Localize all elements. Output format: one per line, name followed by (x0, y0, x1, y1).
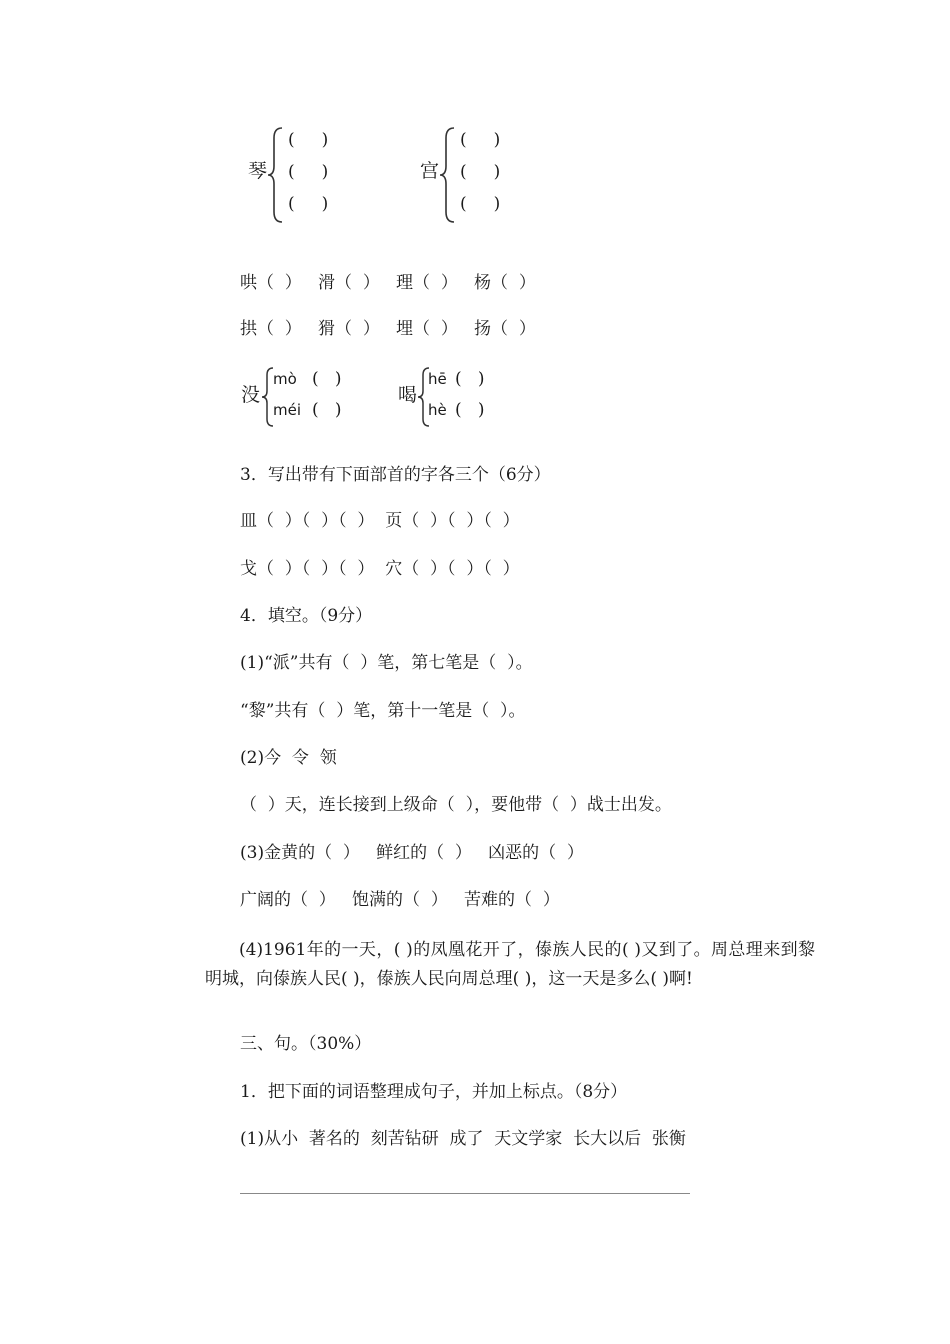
qin-blank-3[interactable]: ( ) (288, 194, 329, 214)
q4-title: 4．填空。（9分） (240, 606, 373, 626)
q4-item-2-sentence: （ ）天，连长接到上级命（ ），要他带（ ）战士出发。 (240, 795, 672, 815)
he-blank-2[interactable]: ( ) (455, 400, 485, 420)
char-he: 喝 (398, 384, 418, 406)
answer-line[interactable] (240, 1193, 690, 1194)
q4-item-1b: “黎”共有（ ）笔，第十一笔是（ ）。 (240, 701, 526, 721)
left-brace-icon (266, 126, 286, 224)
char-gong: 宫 (420, 160, 440, 182)
q3-row-1: 皿（ ）（ ）（ ） 页（ ）（ ）（ ） (240, 511, 520, 531)
q4-item-1a: (1)“派”共有（ ）笔，第七笔是（ ）。 (240, 653, 533, 673)
q3-title: 3．写出带有下面部首的字各三个（6分） (240, 465, 551, 485)
row-hong: 哄（ ） 滑（ ） 理（ ） 杨（ ） (240, 273, 536, 293)
he-pinyin-1: hē (428, 370, 447, 388)
he-blank-1[interactable]: ( ) (455, 369, 485, 389)
mei-blank-1[interactable]: ( ) (312, 369, 342, 389)
q4-item-3a: (3)金黄的（ ） 鲜红的（ ） 凶恶的（ ） (240, 843, 584, 863)
q4-item-4: (4)1961年的一天，( )的凤凰花开了，傣族人民的( )又到了。周总理来到黎明城，向傣族人民( )，傣族人民向周总理( )，这一天是多么( )啊! (205, 940, 815, 989)
mei-blank-2[interactable]: ( ) (312, 400, 342, 420)
mei-pinyin-1: mò (273, 370, 297, 388)
gong-blank-2[interactable]: ( ) (460, 162, 501, 182)
char-qin: 琴 (248, 160, 268, 182)
q4-item-2: (2)今 令 领 (240, 748, 337, 768)
gong-blank-3[interactable]: ( ) (460, 194, 501, 214)
he-pinyin-2: hè (428, 401, 447, 419)
gong-blank-1[interactable]: ( ) (460, 130, 501, 150)
q3-row-2: 戈（ ）（ ）（ ） 穴（ ）（ ）（ ） (240, 559, 520, 579)
s1-item-1: (1)从小 著名的 刻苦钻研 成了 天文学家 长大以后 张衡 (240, 1129, 686, 1149)
qin-blank-2[interactable]: ( ) (288, 162, 329, 182)
char-mei: 没 (241, 384, 261, 406)
qin-blank-1[interactable]: ( ) (288, 130, 329, 150)
row-gong: 拱（ ） 猾（ ） 埋（ ） 扬（ ） (240, 319, 536, 339)
section-3-title: 三、句。（30%） (240, 1034, 372, 1054)
left-brace-icon (438, 126, 458, 224)
s1-title: 1．把下面的词语整理成句子，并加上标点。（8分） (240, 1082, 628, 1102)
q4-item-3b: 广阔的（ ） 饱满的（ ） 苦难的（ ） (240, 890, 560, 910)
mei-pinyin-2: méi (273, 401, 302, 419)
